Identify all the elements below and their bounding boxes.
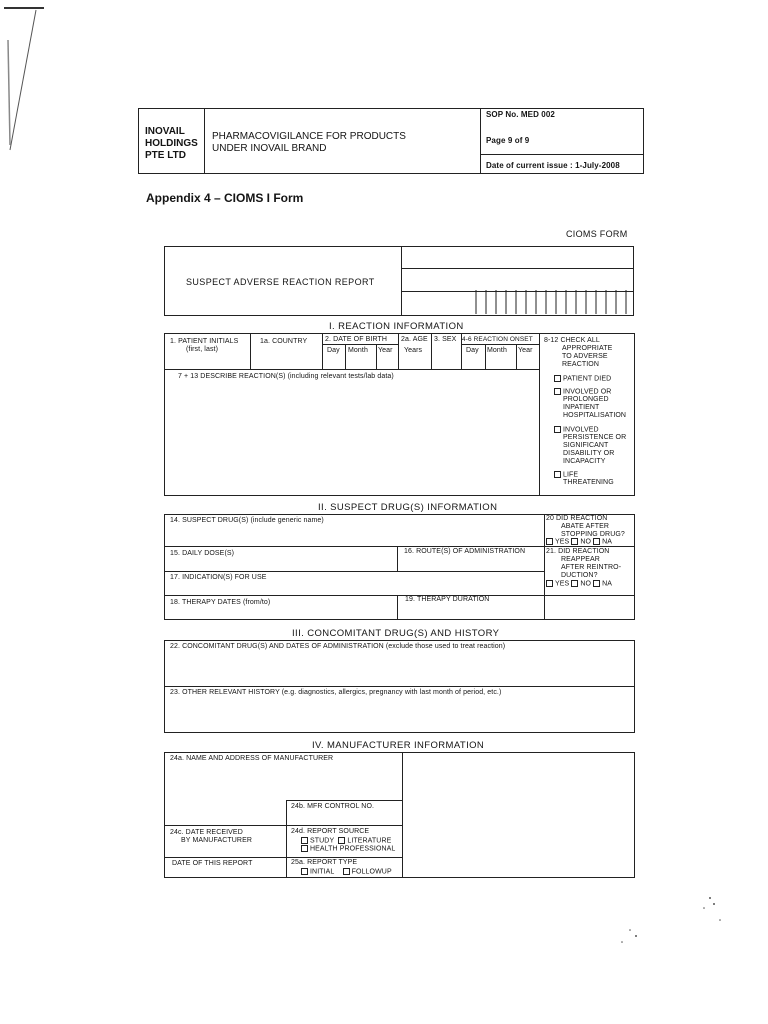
page-number: Page 9 of 9 xyxy=(486,136,530,145)
checkbox[interactable] xyxy=(546,538,553,545)
dob-year-label: Year xyxy=(378,347,393,354)
q20-abate: 20 DID REACTION ABATE AFTER STOPPING DRUG? xyxy=(546,515,625,538)
checkbox[interactable] xyxy=(301,868,308,875)
report-type-options[interactable]: INITIAL FOLLOWUP xyxy=(301,868,392,876)
section-concomitant-heading: III. CONCOMITANT DRUG(S) AND HISTORY xyxy=(292,628,500,639)
q20-options[interactable]: YES NO NA xyxy=(546,538,612,546)
option-life-threatening[interactable]: LIFE THREATENING xyxy=(554,471,614,487)
document-title: PHARMACOVIGILANCE FOR PRODUCTS UNDER INOVAIL BRAND xyxy=(212,131,406,154)
onset-day-label: Day xyxy=(466,347,479,354)
q21-options[interactable]: YES NO NA xyxy=(546,580,612,588)
therapy-duration-label: 19. THERAPY DURATION xyxy=(405,596,490,603)
report-title: SUSPECT ADVERSE REACTION REPORT xyxy=(186,277,375,287)
option-patient-died[interactable]: PATIENT DIED xyxy=(554,375,611,383)
describe-reaction-label: 7 + 13 DESCRIBE REACTION(S) (including relevant tests/lab data) xyxy=(178,373,394,380)
report-type-label: 25a. REPORT TYPE xyxy=(291,859,358,866)
relevant-history-label: 23. OTHER RELEVANT HISTORY (e.g. diagnostics, allergics, pregnancy with last month of period, etc.) xyxy=(170,689,502,696)
indication-label: 17. INDICATION(S) FOR USE xyxy=(170,574,267,581)
dob-day-label: Day xyxy=(327,347,340,354)
section-reaction-heading: I. REACTION INFORMATION xyxy=(329,321,464,332)
dob-month-label: Month xyxy=(348,347,368,354)
company-name: INOVAIL HOLDINGS PTE LTD xyxy=(145,126,198,161)
checkbox[interactable] xyxy=(571,538,578,545)
section-suspect-heading: II. SUSPECT DRUG(S) INFORMATION xyxy=(318,502,498,513)
suspect-drug-label: 14. SUSPECT DRUG(S) (include generic name) xyxy=(170,517,324,524)
dob-label: 2. DATE OF BIRTH xyxy=(325,336,388,343)
concomitant-section xyxy=(164,640,635,733)
option-disability[interactable]: INVOLVED PERSISTENCE OR SIGNIFICANT DISABILITY OR INCAPACITY xyxy=(554,426,626,466)
patient-initials-sub: (first, last) xyxy=(186,346,219,353)
report-source-options[interactable]: STUDY LITERATURE HEALTH PROFESSIONAL xyxy=(301,837,395,854)
report-source-label: 24d. REPORT SOURCE xyxy=(291,828,370,835)
manufacturer-name-label: 24a. NAME AND ADDRESS OF MANUFACTURER xyxy=(170,755,334,762)
patient-initials-label: 1. PATIENT INITIALS xyxy=(170,338,239,345)
scan-specks xyxy=(600,890,740,960)
concomitant-drugs-label: 22. CONCOMITANT DRUG(S) AND DATES OF ADMINISTRATION (exclude those used to treat reaction) xyxy=(170,643,506,650)
daily-dose-label: 15. DAILY DOSE(S) xyxy=(170,550,235,557)
onset-month-label: Month xyxy=(487,347,507,354)
therapy-dates-label: 18. THERAPY DATES (from/to) xyxy=(170,599,271,606)
mfr-control-label: 24b. MFR CONTROL NO. xyxy=(291,803,375,810)
check-all-label: 8-12 CHECK ALL APPROPRIATE TO ADVERSE REACTION xyxy=(544,337,613,368)
country-label: 1a. COUNTRY xyxy=(260,338,308,345)
checkbox[interactable] xyxy=(343,868,350,875)
onset-label: 4-6 REACTION ONSET xyxy=(462,336,533,343)
route-label: 16. ROUTE(S) OF ADMINISTRATION xyxy=(404,548,526,555)
option-hospitalisation[interactable]: INVOLVED OR PROLONGED INPATIENT HOSPITALISATION xyxy=(554,388,626,420)
checkbox[interactable] xyxy=(593,538,600,545)
sex-label: 3. SEX xyxy=(434,336,457,343)
checkbox[interactable] xyxy=(571,580,578,587)
checkbox[interactable] xyxy=(301,837,308,844)
age-years-label: Years xyxy=(404,347,423,354)
q21-reappear: 21. DID REACTION REAPPEAR AFTER REINTRO- DUCTION? xyxy=(546,548,622,579)
report-id-grid xyxy=(472,290,632,314)
sop-number: SOP No. MED 002 xyxy=(486,110,555,119)
date-received-label: 24c. DATE RECEIVED BY MANUFACTURER xyxy=(170,829,252,844)
checkbox[interactable] xyxy=(554,471,561,478)
cioms-form-label: CIOMS FORM xyxy=(566,229,628,239)
age-label: 2a. AGE xyxy=(401,336,428,343)
onset-year-label: Year xyxy=(518,347,533,354)
issue-date: Date of current issue : 1-July-2008 xyxy=(486,161,620,170)
checkbox[interactable] xyxy=(554,388,561,395)
date-of-report-label: DATE OF THIS REPORT xyxy=(172,860,253,867)
checkbox[interactable] xyxy=(301,845,308,852)
appendix-title: Appendix 4 – CIOMS I Form xyxy=(146,191,304,205)
scan-edge-mark xyxy=(0,0,60,160)
checkbox[interactable] xyxy=(554,426,561,433)
checkbox[interactable] xyxy=(338,837,345,844)
checkbox[interactable] xyxy=(593,580,600,587)
section-manufacturer-heading: IV. MANUFACTURER INFORMATION xyxy=(312,740,485,751)
checkbox[interactable] xyxy=(546,580,553,587)
checkbox[interactable] xyxy=(554,375,561,382)
